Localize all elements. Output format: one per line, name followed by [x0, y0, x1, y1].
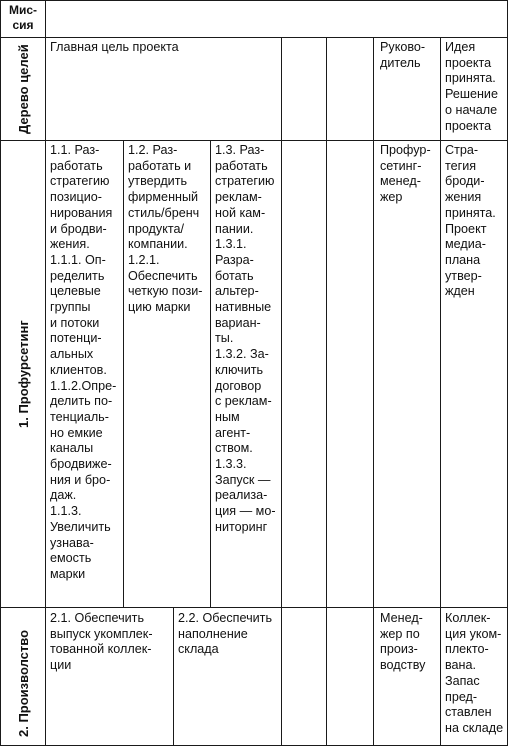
- section2-goal-2-2: 2.2. Обеспечить наполнение склада: [178, 611, 273, 657]
- rule-col-2-3-top: [210, 140, 211, 607]
- section1-goal-1-1: 1.1. Раз- работать стратегию позицио- нирования и бродви- жения. 1.1.1. Оп- ределить целевые группы и потоки потенци- альных клиентов. 1.1.2.Опре- делить по- тенциаль- но емкие каналы бродвиже- ния и бро- даж. 1.1.3. Увеличить узнава- емость марки: [50, 143, 117, 581]
- section2-result: Коллек- ция уком- плекто- вана. Запас пред- ставлен на складе: [445, 611, 504, 735]
- mission-label: Мис- сия: [8, 3, 38, 32]
- rule-col-4-5: [326, 37, 327, 745]
- main-goal-cell: Главная цель проекта: [50, 40, 179, 54]
- section2-responsible: Менед- жер по произ- водству: [380, 611, 426, 673]
- goal-tree-responsible: Руково- дитель: [380, 40, 426, 70]
- rule-after-mission: [0, 37, 508, 38]
- rule-top: [0, 0, 508, 1]
- section1-row-label: 1. Профурсетинг: [16, 320, 31, 428]
- rule-col-5-6: [373, 37, 374, 745]
- rule-col-6-7: [440, 37, 441, 745]
- section2-goal-2-1: 2.1. Обеспечить выпуск укомплек- тованной коллек- ции: [50, 611, 153, 673]
- rule-col-2-3: [173, 607, 174, 745]
- section1-result: Стра- тегия броди- жения принята. Проект медиа- плана утвер- жден: [445, 143, 496, 299]
- goal-tree-row-label: Дерево целей: [16, 44, 31, 134]
- rule-after-section1: [0, 607, 508, 608]
- goal-tree-result: Идея проекта принята. Решение о начале проекта: [445, 40, 498, 133]
- rule-col-3-4: [281, 37, 282, 745]
- rule-col-1-2: [123, 140, 124, 607]
- rule-label-column: [45, 0, 46, 746]
- section1-goal-1-2: 1.2. Раз- работать и утвердить фирменный стиль/бренч продукта/ компании. 1.2.1. Обеспечить четкую пози- цию марки: [128, 143, 203, 315]
- rule-after-goal-tree: [0, 140, 508, 141]
- section1-goal-1-3: 1.3. Раз- работать стратегию реклам- ной кам- пании. 1.3.1. Разра- ботать альтер- нативные вариан- ты. 1.3.2. За- ключить договор с реклам- ным агент- ством. 1.3.3. Запуск — реализа- ция — мо- ниторинг: [215, 143, 276, 534]
- section2-row-label: 2. Произволство: [16, 629, 31, 737]
- section1-responsible: Профур- сетинг- менед- жер: [380, 143, 431, 205]
- rule-left: [0, 0, 1, 746]
